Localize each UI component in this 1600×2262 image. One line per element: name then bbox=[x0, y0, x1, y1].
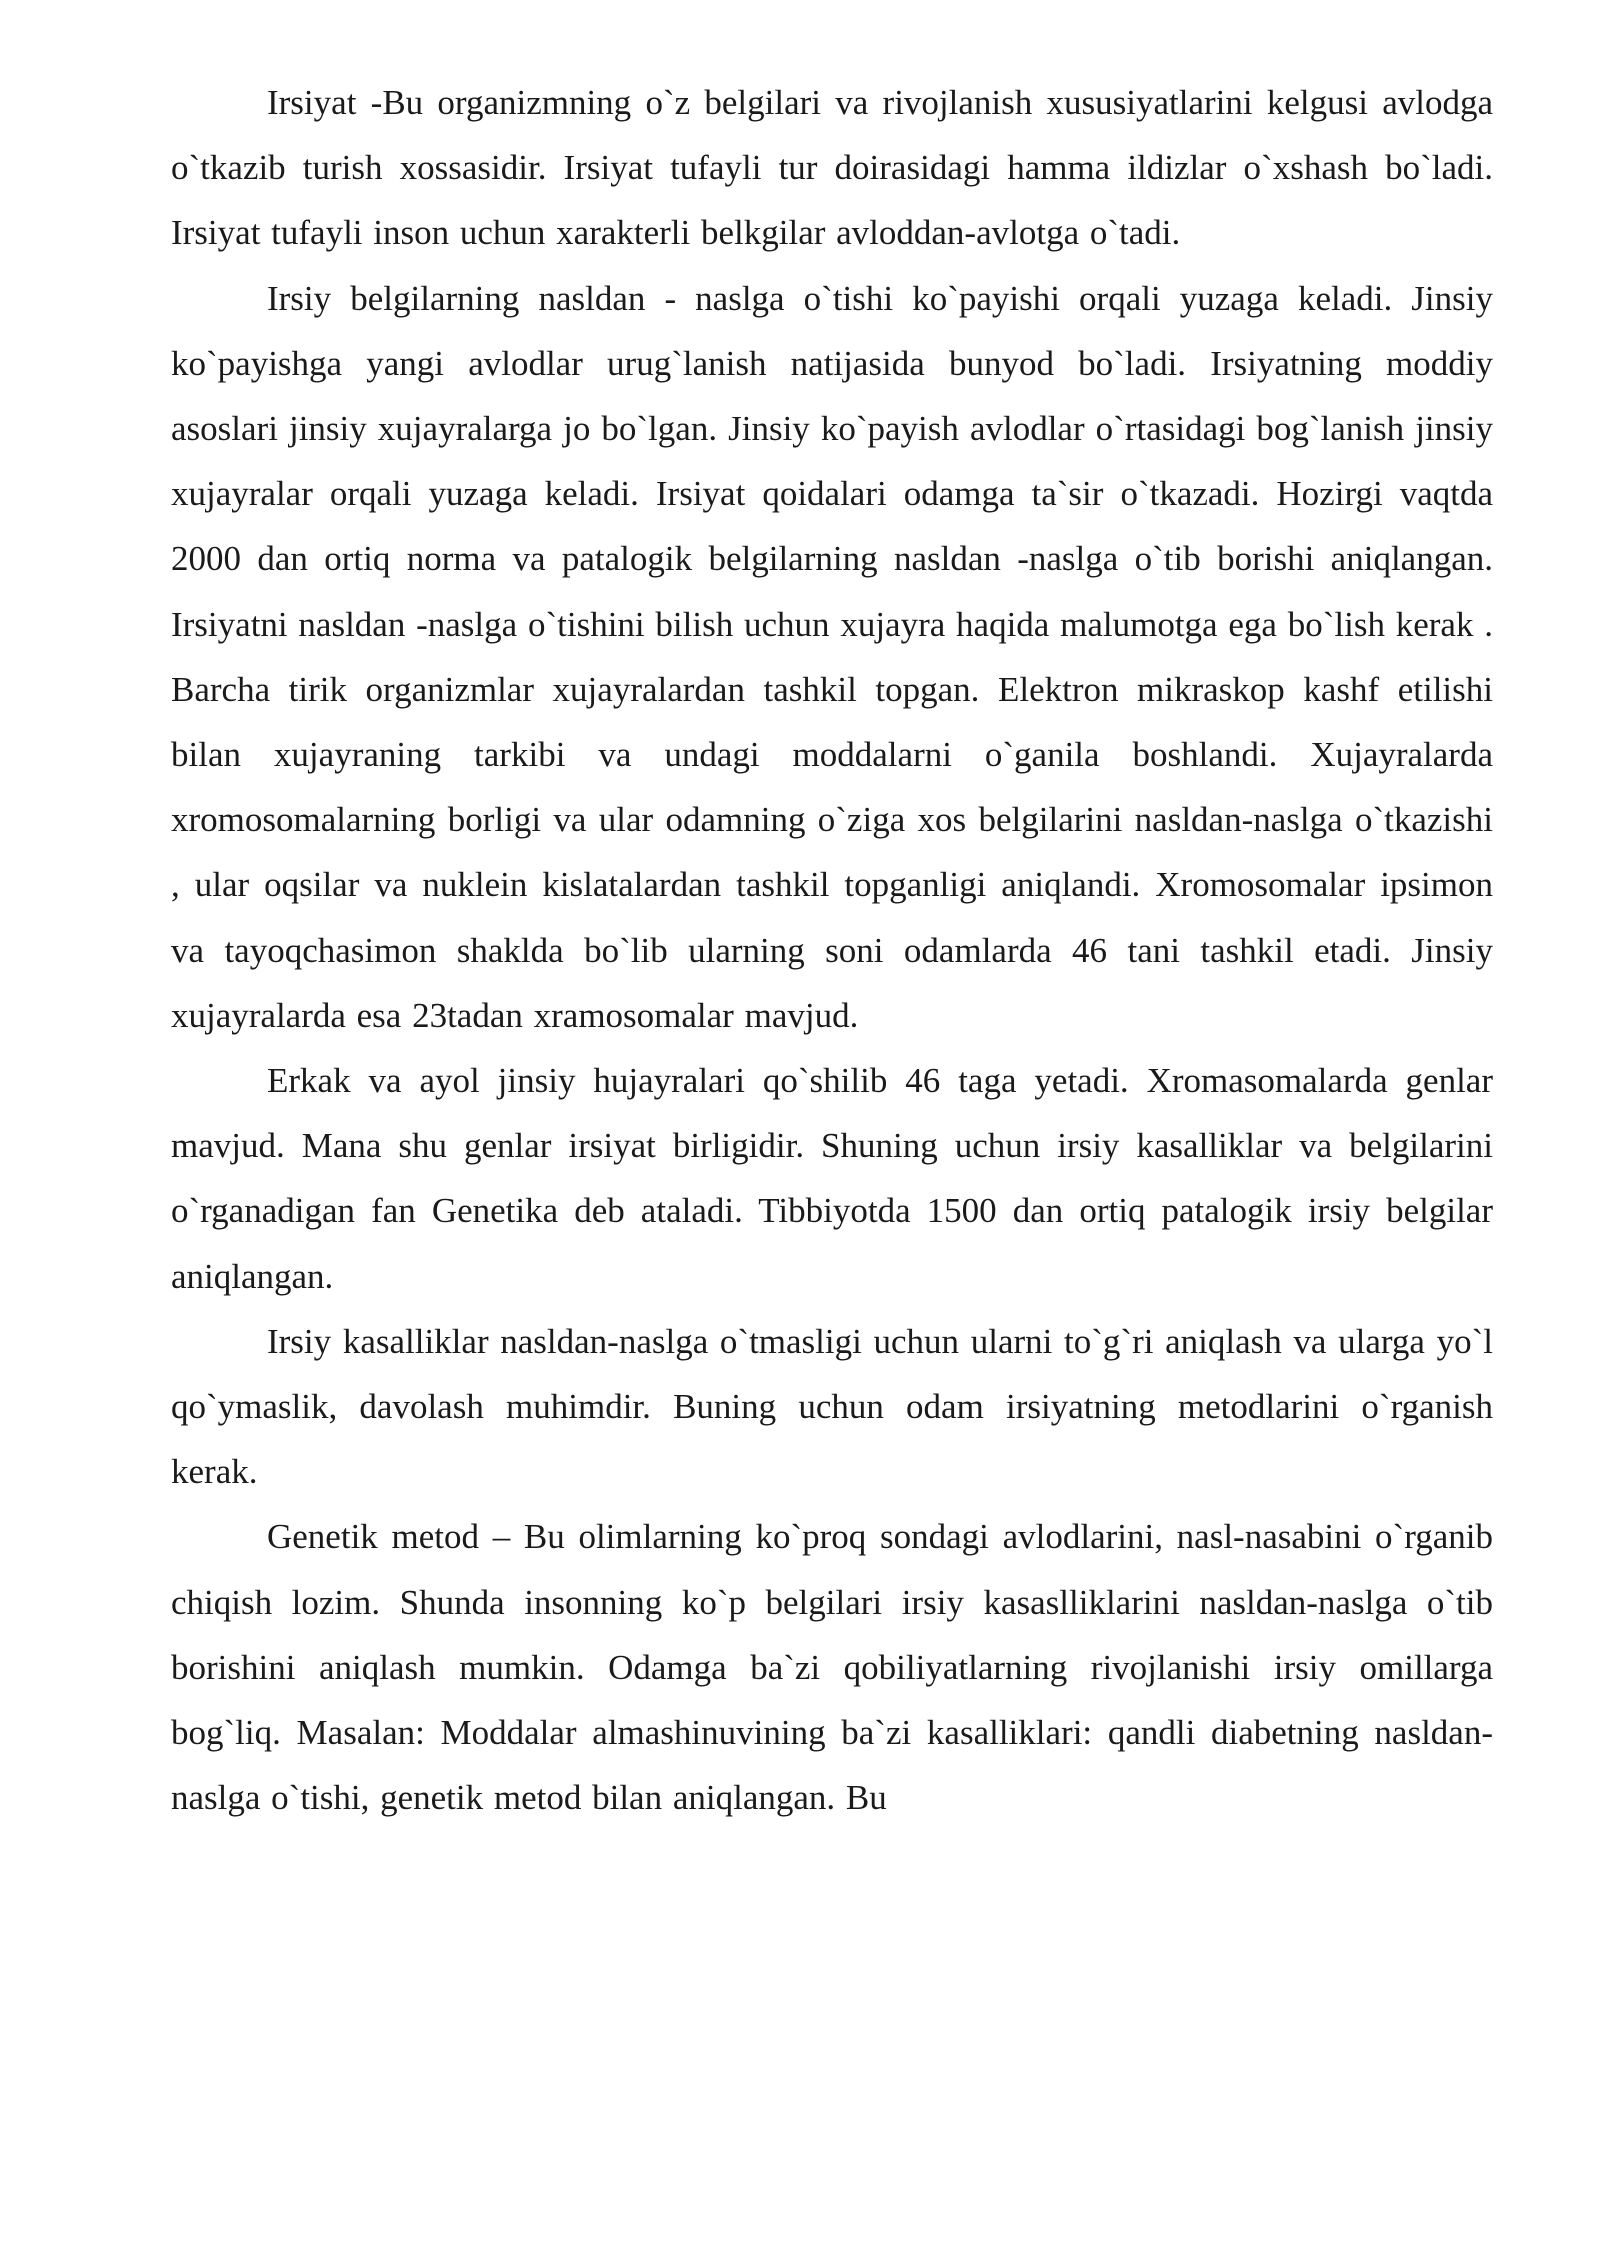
paragraph-heredity-definition: Irsiyat -Bu organizmning o`z belgilari va rivojlanish xususiyatlarini kelgusi avlodga o`tkazib turish xossasidir. Irsiyat tufayli tur doirasidagi hamma ildizlar o`xshash bo`ladi. Irsiyat tufayli inson uchun xarakterli belkgilar avloddan-avlotga o`tadi. bbox=[171, 83, 1493, 253]
paragraph-hereditary-traits: Irsiy belgilarning nasldan - naslga o`tishi ko`payishi orqali yuzaga keladi. Jinsiy ko`payishga yangi avlodlar urug`lanish natijasida bunyod bo`ladi. Irsiyatning moddiy asoslari jinsiy xujayralarga jo bo`lgan. Jinsiy ko`payish avlodlar o`rtasidagi bog`lanish jinsiy xujayralar orqali yuzaga keladi. Irsiyat qoidalari odamga ta`sir o`tkazadi. Hozirgi vaqtda 2000 dan ortiq norma va patalogik belgilarning nasldan -naslga o`tib borishi aniqlangan. Irsiyatni nasldan -naslga o`tishini bilish uchun xujayra haqida malumotga ega bo`lish kerak . Barcha tirik organizmlar xujayralardan tashkil topgan. Elektron mikraskop kashf etilishi bilan xujayraning tarkibi va undagi moddalarni o`ganila boshlandi. Xujayralarda xromosomalarning borligi va ular odamning o`ziga xos belgilarini nasldan-naslga o`tkazishi , ular oqsilar va nuklein kislatalardan tashkil topganligi aniqlandi. Xromosomalar ipsimon va tayoqchasimon shaklda bo`lib ularning soni odamlarda 46 tani tashkil etadi. Jinsiy xujayralarda esa 23tadan xramosomalar mavjud. bbox=[171, 278, 1493, 1035]
document-body bbox=[171, 70, 1493, 1830]
paragraph-hereditary-diseases: Irsiy kasalliklar nasldan-naslga o`tmasligi uchun ularni to`g`ri aniqlash va ularga yo`l qo`ymaslik, davolash muhimdir. Buning uchun odam irsiyatning metodlarini o`rganish kerak. bbox=[171, 1321, 1493, 1492]
paragraph-chromosomes-genes: Erkak va ayol jinsiy hujayralari qo`shilib 46 taga yetadi. Xromasomalarda genlar mavjud. Mana shu genlar irsiyat birligidir. Shuning uchun irsiy kasalliklar va belgilarini o`rganadigan fan Genetika deb ataladi. Tibbiyotda 1500 dan ortiq patalogik irsiy belgilar aniqlangan. bbox=[171, 1061, 1493, 1296]
paragraph-genetic-method: Genetik metod – Bu olimlarning ko`proq sondagi avlodlarini, nasl-nasabini o`rganib chiqish lozim. Shunda insonning ko`p belgilari irsiy kasaslliklarini nasldan-naslga o`tib borishini aniqlash mumkin. Odamga ba`zi qobiliyatlarning rivojlanishi irsiy omillarga bog`liq. Masalan: Moddalar almashinuvining ba`zi kasalliklari: qandli diabetning nasldan-naslga o`tishi, genetik metod bilan aniqlangan. Bu bbox=[171, 1517, 1493, 1818]
